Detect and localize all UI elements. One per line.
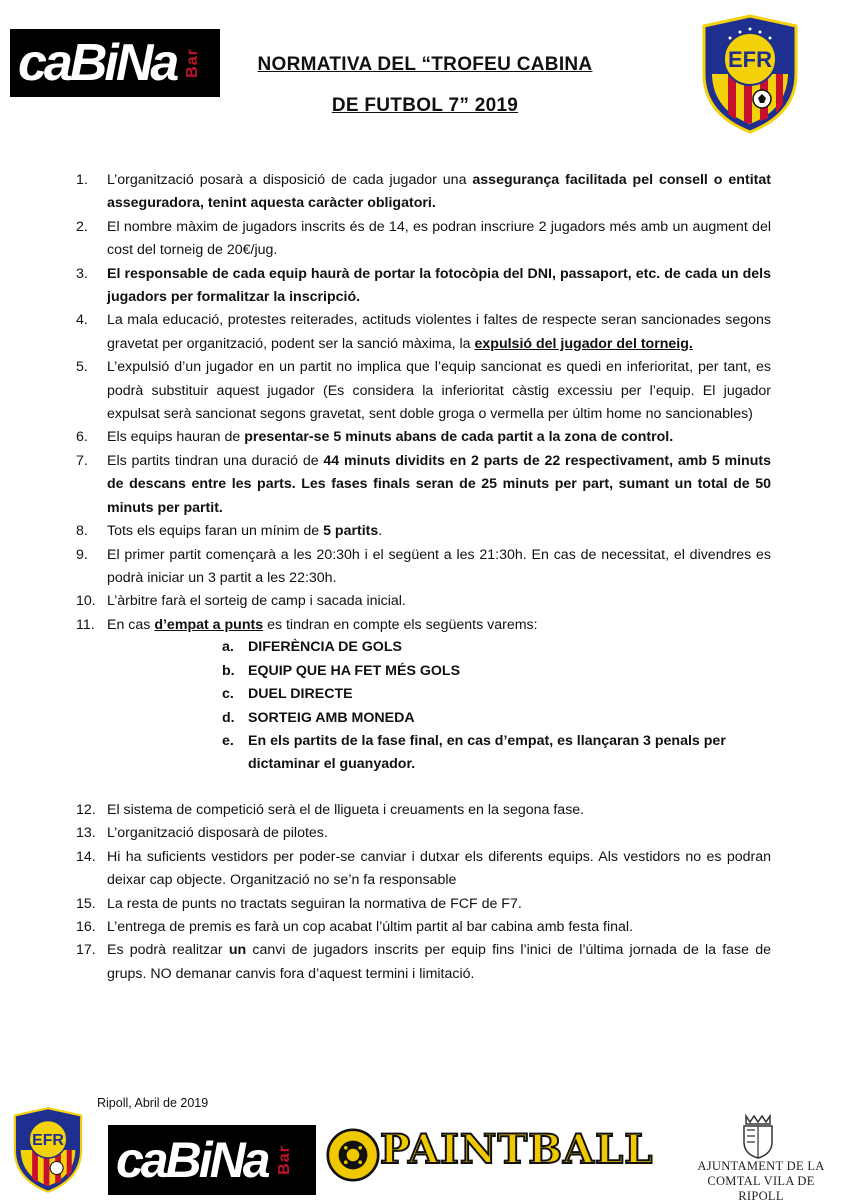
rule-text-bold-underlined: expulsió del jugador del torneig. <box>474 335 693 352</box>
rule-number: 14. <box>76 848 96 865</box>
rule-text-bold: assegurança facilitada pel consell o entitat asseguradora, tenint aquesta caràcter obligatori. <box>107 172 771 212</box>
rule-number: 3. <box>76 265 88 282</box>
tiebreaker-letter: b. <box>222 663 235 679</box>
rule-item-13 <box>76 822 771 845</box>
place-date: Ripoll, Abril de 2019 <box>97 1096 209 1110</box>
rule-item-15 <box>76 893 771 916</box>
rule-number: 8. <box>76 523 88 540</box>
rule-item-8 <box>76 520 771 543</box>
rule-item-1 <box>76 169 771 216</box>
rule-text: . <box>378 523 383 540</box>
document-title-line2: DE FUTBOL 7” 2019 <box>331 95 519 116</box>
rule-number: 6. <box>76 429 88 446</box>
tiebreaker-text: En els partits de la fase final, en cas d’empat, es llançaran 3 penals per dictaminar el guanyador. <box>248 733 726 773</box>
rule-item-16 <box>76 916 771 939</box>
rule-text: Hi ha suficients vestidors per poder-se canviar i dutxar els diferents equips. Als vestidors no es podran deixar cap objecte. Organització no se’n fa responsable <box>107 848 771 889</box>
rule-text: En cas <box>107 616 155 633</box>
rule-text-bold: 5 partits <box>323 523 379 540</box>
rule-text: es tindran en compte els següents varems: <box>263 616 538 633</box>
efr-crest-footer-logo <box>12 1104 84 1196</box>
rule-item-17 <box>76 939 771 986</box>
rule-number: 15. <box>76 895 96 912</box>
rule-number: 2. <box>76 218 88 235</box>
ajuntament-crest-icon <box>738 1112 778 1160</box>
rule-number: 17. <box>76 942 96 959</box>
racons-aventura-logo <box>326 1128 380 1182</box>
tiebreaker-text: EQUIP QUE HA FET MÉS GOLS <box>248 663 461 679</box>
rule-item-11 <box>76 614 771 637</box>
rule-number: 10. <box>76 593 96 610</box>
rule-item-10 <box>76 590 771 613</box>
ajuntament-line2: COMTAL VILA DE RIPOLL <box>707 1174 815 1203</box>
cabina-logo-text: caBiNa <box>18 34 177 92</box>
rule-number: 4. <box>76 312 88 329</box>
rule-text: canvi de jugadors inscrits per equip fins l’inici de l’última jornada de la fase de grups. NO demanar canvis fora d’aquest termini i limitació. <box>107 942 772 982</box>
tiebreaker-letter: c. <box>222 686 234 702</box>
cabina-footer-text: caBiNa <box>116 1132 268 1188</box>
rule-text: Els partits tindran una duració de <box>107 452 324 469</box>
efr-crest-logo <box>700 14 800 134</box>
rule-number: 12. <box>76 802 96 818</box>
cabina-bar-footer-logo <box>108 1125 316 1195</box>
rule-item-7 <box>76 450 771 520</box>
cabina-bar-logo <box>10 29 220 97</box>
rule-item-4 <box>76 309 771 356</box>
rule-text-bold: un <box>228 942 247 959</box>
rule-text: Tots els equips faran un mínim de <box>107 523 324 540</box>
rule-number: 1. <box>76 172 88 188</box>
rule-text: El sistema de competició serà el de lligueta i creuaments en la segona fase. <box>107 802 585 818</box>
rule-text: L’àrbitre farà el sorteig de camp i sacada inicial. <box>107 593 406 610</box>
tiebreaker-letter: e. <box>222 733 234 749</box>
rule-text: La resta de punts no tractats seguiran la normativa de FCF de F7. <box>107 895 522 912</box>
rule-item-14 <box>76 846 771 893</box>
tiebreaker-text: SORTEIG AMB MONEDA <box>248 710 415 726</box>
rule-item-9 <box>76 544 771 591</box>
rule-number: 9. <box>76 546 88 563</box>
rule-text: L’organització posarà a disposició de cada jugador una <box>107 172 473 188</box>
cabina-footer-bar-text: Bar <box>275 1145 293 1175</box>
rule-number: 7. <box>76 452 88 469</box>
rule-text-bold: El responsable de cada equip haurà de portar la fotocòpia del DNI, passaport, etc. de cada un dels jugadors per formalitzar la inscripció. <box>107 265 771 306</box>
rule-item-3 <box>76 263 771 310</box>
tiebreaker-letter: d. <box>222 710 235 726</box>
rule-text: El nombre màxim de jugadors inscrits és de 14, es podran inscriure 2 jugadors més amb un augment del cost del torneig de 20€/jug. <box>107 218 771 259</box>
rule-text: El primer partit començarà a les 20:30h i el següent a les 21:30h. En cas de necessitat, el divendres es podrà iniciar un 3 partit a les 22:30h. <box>107 546 771 586</box>
rule-text-bold-underlined: d’empat a punts <box>154 616 264 633</box>
rule-text: Es podrà realitzar <box>107 942 229 959</box>
rule-text: L’expulsió d’un jugador en un partit no implica que l’equip sancionat es quedi en inferioritat, per tant, es podrà substituir aquest jugador (Es considera la inferioritat càstig excessiu per l’equip. El jugador expulsat serà sancionat segons gravetat, sent doble groga o vermella per últim home no sancionables) <box>107 359 771 423</box>
rule-text: La mala educació, protestes reiterades, actituds violentes i faltes de respecte seran sancionades segons gravetat per organització, podent ser la sanció màxima, la <box>107 312 771 352</box>
rule-number: 11. <box>76 616 95 633</box>
tiebreaker-text: DIFERÈNCIA DE GOLS <box>248 639 402 655</box>
document-title-line1: NORMATIVA DEL “TROFEU CABINA <box>257 54 593 75</box>
rule-text: L’entrega de premis es farà un cop acabat l’últim partit al bar cabina amb festa final. <box>107 919 634 936</box>
rule-number: 16. <box>76 919 96 936</box>
rule-item-12 <box>76 799 771 822</box>
rule-text-bold: 44 minuts dividits en 2 parts de 22 respectivament, amb 5 minuts de descans entre les parts. Les fases finals seran de 25 minuts per part, sumant un total de 50 minuts per partit. <box>107 452 771 516</box>
rule-text-bold: presentar-se 5 minuts abans de cada partit a la zona de control. <box>244 429 674 446</box>
rule-text: Els equips hauran de <box>107 429 245 446</box>
efr-crest-footer-text: EFR <box>32 1131 64 1149</box>
rules-list-continued <box>76 799 771 986</box>
tiebreaker-letter: a. <box>222 639 234 655</box>
rule-item-6 <box>76 426 771 449</box>
ajuntament-logo-text <box>686 1159 836 1204</box>
efr-crest-text: EFR <box>728 47 772 72</box>
rule-text: L’organització disposarà de pilotes. <box>107 825 328 842</box>
cabina-logo-bar-text: Bar <box>184 48 202 78</box>
ajuntament-line1: AJUNTAMENT DE LA <box>697 1159 825 1173</box>
rule-item-5 <box>76 356 771 426</box>
paintball-logo-text: PAINTBALL <box>380 1126 654 1173</box>
rule-number: 5. <box>76 359 88 376</box>
rules-list <box>76 169 771 637</box>
rule-item-2 <box>76 216 771 263</box>
rule-number: 13. <box>76 825 96 842</box>
tiebreaker-text: DUEL DIRECTE <box>248 686 353 702</box>
